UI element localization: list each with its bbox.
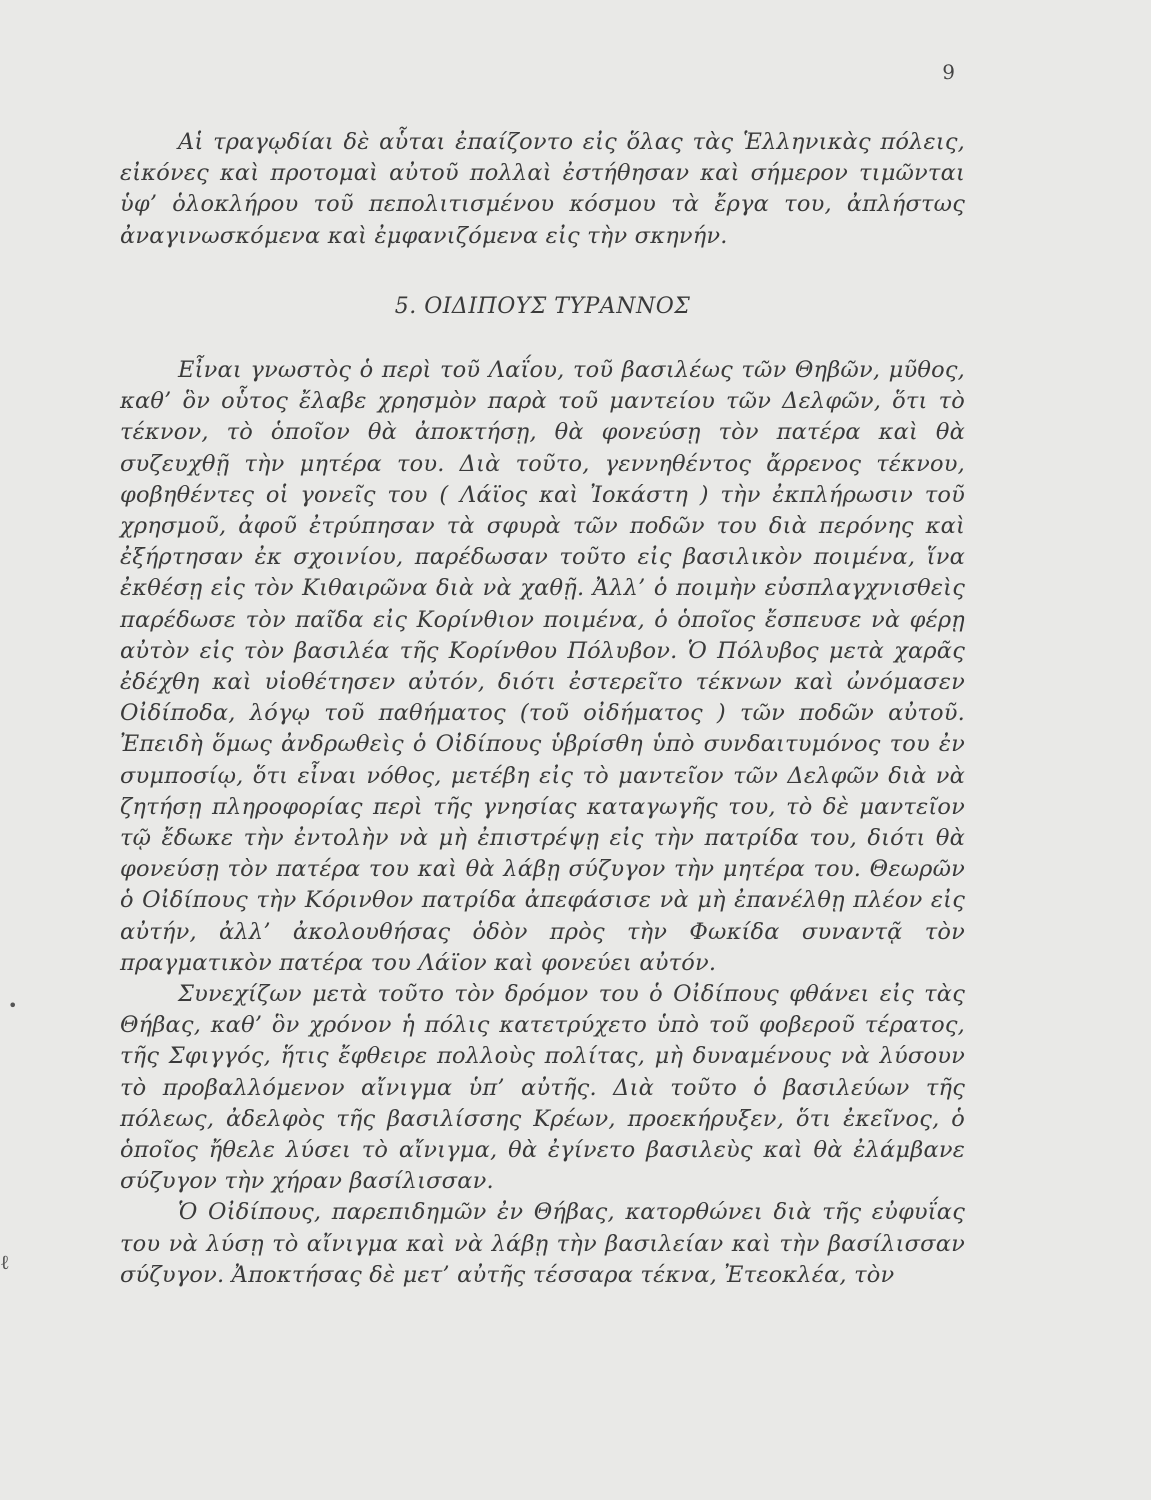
section-paragraph-1: Εἶναι γνωστὸς ὁ περὶ τοῦ Λαΐου, τοῦ βασιλέως τῶν Θηβῶν, μῦθος, καθ’ ὃν οὗτος ἔλαβε χρησμὸν παρὰ τοῦ μαντείου τῶν Δελφῶν, ὅτι τὸ τέκνον, τὸ ὁποῖον θὰ ἀποκτήσῃ, θὰ φονεύσῃ τὸν πατέρα καὶ θὰ συζευχθῇ τὴν μητέρα του. Διὰ τοῦτο, γεννηθέντος ἄρρενος τέκνου, φοβηθέντες οἱ γονεῖς του ( Λάϊος καὶ Ἰοκάστη ) τὴν ἐκπλήρωσιν τοῦ χρησμοῦ, ἀφοῦ ἐτρύπησαν τὰ σφυρὰ τῶν ποδῶν του διὰ περόνης καὶ ἐξήρτησαν ἐκ σχοινίου, παρέδωσαν τοῦτο εἰς βασιλικὸν ποιμένα, ἵνα ἐκθέσῃ εἰς τὸν Κιθαιρῶνα διὰ νὰ χαθῇ. Ἀλλ’ ὁ ποιμὴν εὐσπλαγχνισθεὶς παρέδωσε τὸν παῖδα εἰς Κορίνθιον ποιμένα, ὁ ὁποῖος ἔσπευσε νὰ φέρῃ αὐτὸν εἰς τὸν βασιλέα τῆς Κορίνθου Πόλυβον. Ὁ Πόλυβος μετὰ χαρᾶς ἐδέχθη καὶ υἱοθέτησεν αὐτόν, διότι ἐστερεῖτο τέκνων καὶ ὠνόμασεν Οἰδίποδα, λόγῳ τοῦ παθήματος (τοῦ οἰδήματος ) τῶν ποδῶν αὐτοῦ. Ἐπειδὴ ὅμως ἀνδρωθεὶς ὁ Οἰδίπους ὑβρίσθη ὑπὸ συνδαιτυμόνος του ἐν συμποσίῳ, ὅτι εἶναι νόθος, μετέβη εἰς τὸ μαντεῖον τῶν Δελφῶν διὰ νὰ ζητήσῃ πληροφορίας περὶ τῆς γνησίας καταγωγῆς του, τὸ δὲ μαντεῖον τῷ ἔδωκε τὴν ἐντολὴν νὰ μὴ ἐπιστρέψῃ εἰς τὴν πατρίδα του, διότι θὰ φονεύσῃ τὸν πατέρα του καὶ θὰ λάβῃ σύζυγον τὴν μητέρα του. Θεωρῶν ὁ Οἰδίπους τὴν Κόρινθον πατρίδα ἀπεφάσισε νὰ μὴ ἐπανέλθῃ πλέον εἰς αὐτήν, ἀλλ’ ἀκολουθήσας ὁδὸν πρὸς τὴν Φωκίδα συναντᾷ τὸν πραγματικὸν πατέρα του Λάϊον καὶ φονεύει αὐτόν. bbox=[120, 357, 965, 976]
margin-pen-mark: ℓ bbox=[0, 1250, 10, 1274]
intro-text bbox=[120, 127, 965, 252]
section-heading: 5. ΟΙΔΙΠΟΥΣ ΤΥΡΑΝΝΟΣ bbox=[394, 294, 691, 319]
page-number: 9 bbox=[942, 60, 955, 84]
margin-dot-mark: • bbox=[8, 996, 18, 1015]
section-paragraph-2: Συνεχίζων μετὰ τοῦτο τὸν δρόμον του ὁ Οἰδίπους φθάνει εἰς τὰς Θήβας, καθ’ ὃν χρόνον ἡ πόλις κατετρύχετο ὑπὸ τοῦ φοβεροῦ τέρατος, τῆς Σφιγγός, ἥτις ἔφθειρε πολλοὺς πολίτας, μὴ δυναμένους νὰ λύσουν τὸ προβαλλόμενον αἴνιγμα ὑπ’ αὐτῆς. Διὰ τοῦτο ὁ βασιλεύων τῆς πόλεως, ἀδελφὸς τῆς βασιλίσσης Κρέων, προεκήρυξεν, ὅτι ἐκεῖνος, ὁ ὁποῖος ἤθελε λύσει τὸ αἴνιγμα, θὰ ἐγίνετο βασιλεὺς καὶ θὰ ἐλάμβανε σύζυγον τὴν χήραν βασίλισσαν. bbox=[120, 981, 965, 1195]
intro-paragraph: Αἱ τραγῳδίαι δὲ αὗται ἐπαίζοντο εἰς ὅλας τὰς Ἑλληνικὰς πόλεις, εἰκόνες καὶ προτομαὶ αὐτοῦ πολλαὶ ἐστήθησαν καὶ σήμερον τιμῶνται ὑφ’ ὁλοκλήρου τοῦ πεπολιτισμένου κόσμου τὰ ἔργα του, ἀπλήστως ἀναγινωσκόμενα καὶ ἐμφανιζόμενα εἰς τὴν σκηνήν. bbox=[120, 129, 965, 249]
section-paragraph-3: Ὁ Οἰδίπους, παρεπιδημῶν ἐν Θήβας, κατορθώνει διὰ τῆς εὐφυΐας του νὰ λύσῃ τὸ αἴνιγμα καὶ νὰ λάβῃ τὴν βασιλείαν καὶ τὴν βασίλισσαν σύζυγον. Ἀποκτήσας δὲ μετ’ αὐτῆς τέσσαρα τέκνα, Ἐτεοκλέα, τὸν bbox=[120, 1199, 965, 1288]
section-text bbox=[120, 355, 965, 1291]
